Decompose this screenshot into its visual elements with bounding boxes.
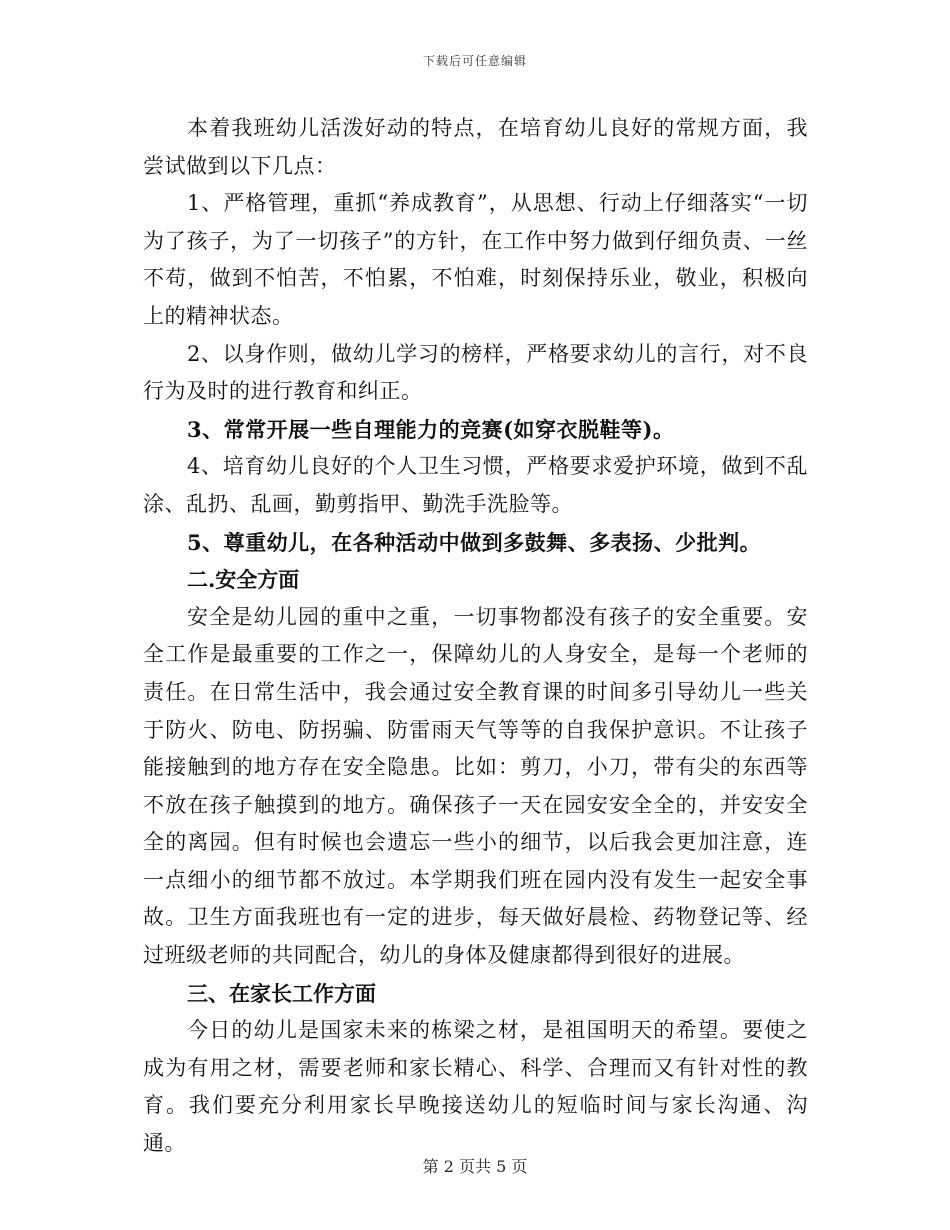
document-body xyxy=(143,110,808,1163)
paragraph-item-1: 1、严格管理，重抓“养成教育”，从思想、行动上仔细落实“一切为了孩子，为了一切孩子”的方针，在工作中努力做到仔细负责、一丝不苟，做到不怕苦，不怕累，不怕难，时刻保持乐业，敬业，积极向上的精神状态。 xyxy=(143,191,808,328)
section-heading-safety: 二.安全方面 xyxy=(187,567,300,593)
paragraph-item-5: 5、尊重幼儿，在各种活动中做到多鼓舞、多表扬、少批判。 xyxy=(187,529,762,555)
page-number: 第 2 页共 5 页 xyxy=(422,1157,528,1176)
paragraph-parents: 今日的幼儿是国家未来的栋梁之材，是祖国明天的希望。要使之成为有用之材，需要老师和家长精心、科学、合理而又有针对性的教育。我们要充分利用家长早晚接送幼儿的短临时间与家长沟通、沟通。 xyxy=(143,1018,808,1156)
paragraph-intro: 本着我班幼儿活泼好动的特点，在培育幼儿良好的常规方面，我尝试做到以下几点： xyxy=(143,116,808,178)
paragraph-item-2: 2、以身作则，做幼儿学习的榜样，严格要求幼儿的言行，对不良行为及时的进行教育和纠正。 xyxy=(143,341,808,404)
section-heading-parents: 三、在家长工作方面 xyxy=(187,980,376,1006)
paragraph-item-3: 3、常常开展一些自理能力的竞赛(如穿衣脱鞋等)。 xyxy=(187,416,675,442)
paragraph-item-4: 4、培育幼儿良好的个人卫生习惯，严格要求爱护环境，做到不乱涂、乱扔、乱画，勤剪指甲、勤洗手洗脸等。 xyxy=(143,454,808,516)
page-header: 下载后可任意编辑 xyxy=(422,54,527,68)
paragraph-safety: 安全是幼儿园的重中之重，一切事物都没有孩子的安全重要。安全工作是最重要的工作之一，保障幼儿的人身安全，是每一个老师的责任。在日常生活中，我会通过安全教育课的时间多引导幼儿一些关于防火、防电、防拐骗、防雷雨天气等等的自我保护意识。不让孩子能接触到的地方存在安全隐患。比如：剪刀，小刀，带有尖的东西等不放在孩子触摸到的地方。确保孩子一天在园安安全全的，并安安全全的离园。但有时候也会遗忘一些小的细节，以后我会更加注意，连一点细小的细节都不放过。本学期我们班在园内没有发生一起安全事故。卫生方面我班也有一定的进步，每天做好晨检、药物登记等、经过班级老师的共同配合，幼儿的身体及健康都得到很好的进展。 xyxy=(143,604,808,968)
